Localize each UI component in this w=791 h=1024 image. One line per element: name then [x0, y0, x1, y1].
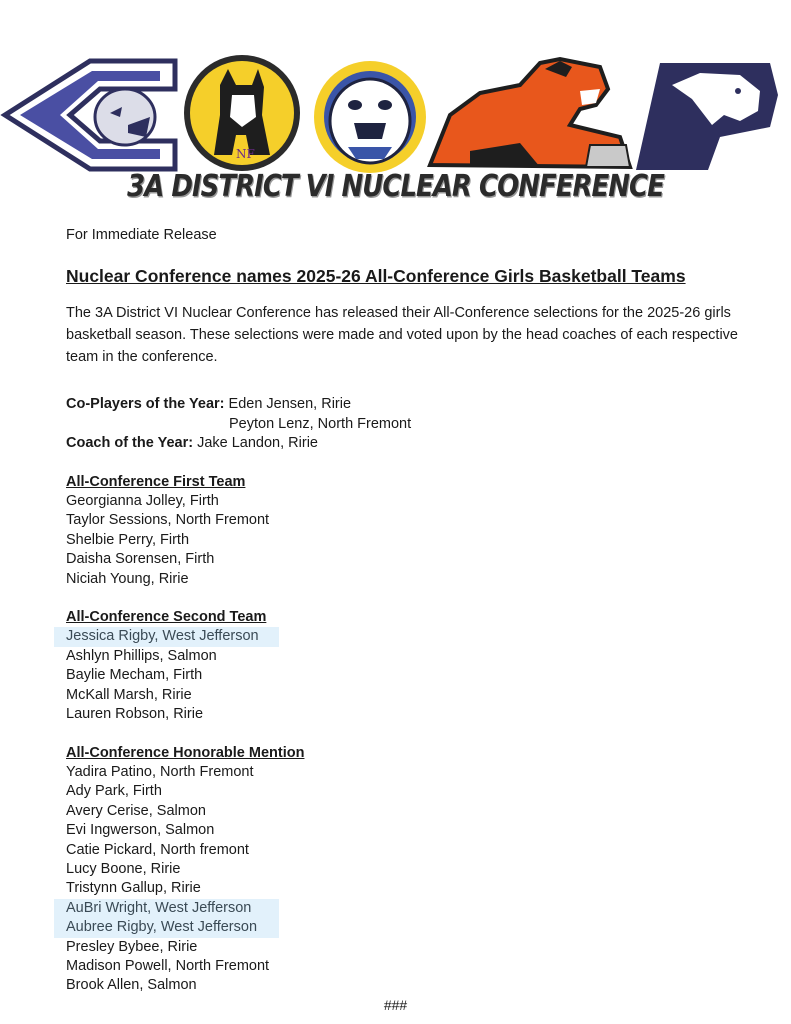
list-item: Georgianna Jolley, Firth: [66, 493, 219, 510]
list-item: Shelbie Perry, Firth: [66, 531, 190, 548]
first-team-section: [66, 473, 746, 589]
list-item: Niciah Young, Ririe: [66, 570, 189, 587]
first-team-title: All-Conference First Team: [66, 473, 246, 490]
coy-label: Coach of the Year:: [66, 435, 194, 452]
c-cougar-logo-icon: [5, 61, 175, 169]
list-item: Avery Cerise, Salmon: [66, 802, 206, 819]
list-item: Ashlyn Phillips, Salmon: [66, 647, 217, 664]
list-item: Catie Pickard, North fremont: [66, 841, 249, 858]
list-item: Madison Powell, North Fremont: [66, 957, 270, 974]
second-team-section: [66, 608, 746, 724]
list-item: Daisha Sorensen, Firth: [66, 551, 215, 568]
conference-logos: [0, 55, 791, 175]
bulldog-logo-icon: [314, 61, 426, 173]
husky-nf-logo-icon: [184, 55, 300, 171]
list-item: Ady Park, Firth: [66, 783, 162, 800]
list-item: McKall Marsh, Ririe: [66, 686, 192, 703]
list-item: Baylie Mecham, Firth: [66, 667, 203, 684]
list-item: Lucy Boone, Ririe: [66, 860, 181, 877]
end-mark: ###: [383, 997, 408, 1013]
list-item: Presley Bybee, Ririe: [66, 938, 198, 955]
honorable-mention-title: All-Conference Honorable Mention: [66, 744, 305, 761]
list-item: Lauren Robson, Ririe: [66, 706, 204, 723]
list-item: Taylor Sessions, North Fremont: [66, 512, 270, 529]
coy-name: Jake Landon, Ririe: [197, 435, 318, 452]
list-item-highlighted: Aubree Rigby, West Jefferson: [54, 918, 279, 937]
p-panther-logo-icon: [636, 63, 778, 170]
coy-row: [66, 434, 746, 453]
headline: Nuclear Conference names 2025-26 All-Conference Girls Basketball Teams: [66, 266, 686, 287]
list-item: Brook Allen, Salmon: [66, 977, 197, 994]
poy-2: Peyton Lenz, North Fremont: [229, 415, 412, 432]
list-item-highlighted: AuBri Wright, West Jefferson: [54, 899, 279, 918]
awards-block: [66, 395, 746, 453]
poy-1: Eden Jensen, Ririe: [228, 396, 352, 413]
list-item: Yadira Patino, North Fremont: [66, 763, 254, 780]
list-item: Tristynn Gallup, Ririe: [66, 880, 201, 897]
list-item-highlighted: Jessica Rigby, West Jefferson: [54, 627, 279, 646]
honorable-mention-section: [66, 744, 746, 996]
release-label: For Immediate Release: [66, 227, 217, 243]
poy-label: Co-Players of the Year:: [66, 396, 225, 413]
second-team-title: All-Conference Second Team: [66, 609, 267, 626]
press-release: [66, 226, 746, 996]
intro-paragraph: The 3A District VI Nuclear Conference has released their All-Conference selections for the 2025-26 girls basketball season. These selections were made and voted upon by the head coaches of each respective team in the conference.: [66, 305, 738, 366]
poy-row: [66, 395, 746, 414]
bear-logo-icon: [430, 59, 630, 167]
conference-banner: 3A DISTRICT VI NUCLEAR CONFERENCE: [127, 169, 664, 205]
list-item: Evi Ingwerson, Salmon: [66, 822, 215, 839]
svg-text:NF: NF: [236, 147, 255, 161]
